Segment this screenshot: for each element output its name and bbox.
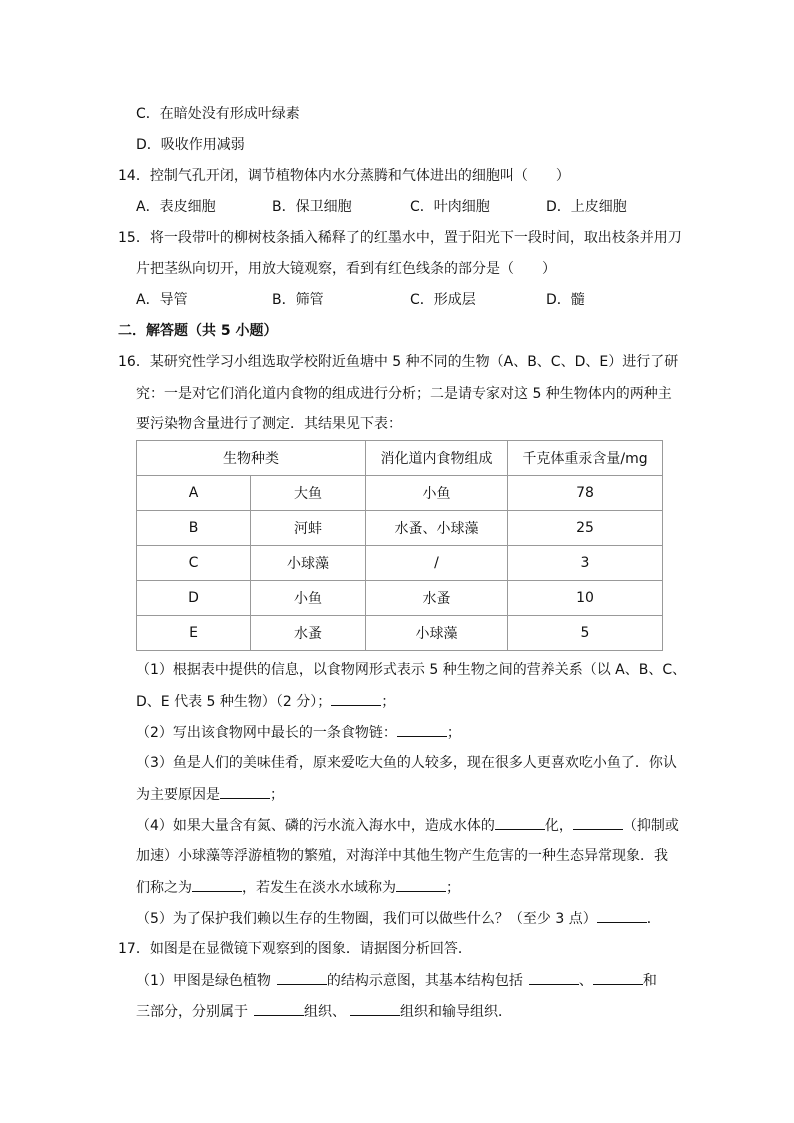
table-cell: 25 [508, 511, 663, 546]
table-row [137, 546, 663, 581]
q16-sub4-line1 [136, 815, 679, 836]
q15-option-c: C．形成层 [410, 292, 476, 308]
table-cell: A [137, 476, 251, 511]
q16-sub1-text: D、E 代表 5 种生物）（2 分）； [136, 694, 332, 710]
q17-sub1-text-e: 三部分，分别属于 [136, 1004, 248, 1020]
q16-stem-line2: 究：一是对它们消化道内食物的组成进行分析；二是请专家对这 5 种生物体内的两种主 [136, 386, 672, 402]
q17-sub1-line2 [136, 1001, 512, 1022]
q16-sub4-text-e: ，若发生在淡水水域称为 [242, 880, 396, 896]
q16-sub4-text-b: 化， [544, 818, 573, 834]
table-cell: C [137, 546, 251, 581]
q16-sub2-end: ； [446, 725, 461, 741]
q17-sub1-text-c: 、 [578, 973, 593, 989]
table-row [137, 581, 663, 616]
table-header-cell: 消化道内食物组成 [366, 441, 508, 476]
answer-blank[interactable] [495, 815, 545, 830]
table-cell: / [366, 546, 508, 581]
q16-sub5 [136, 908, 661, 929]
q15-option-b: B．筛管 [272, 292, 324, 308]
q16-stem-line3: 要污染物含量进行了测定．其结果见下表： [136, 416, 402, 432]
table-cell: 5 [508, 616, 663, 651]
q17-sub1-text-d: 和 [642, 973, 657, 989]
answer-blank[interactable] [254, 1001, 304, 1016]
answer-blank[interactable] [397, 722, 447, 737]
table-header-row [137, 441, 663, 476]
section-title: 二．解答题（共 5 小题） [118, 323, 278, 339]
table-cell: 小球藻 [251, 546, 366, 581]
q13-option-d: D．吸收作用减弱 [136, 137, 245, 153]
answer-blank[interactable] [331, 691, 381, 706]
q14-option-c: C．叶肉细胞 [410, 199, 490, 215]
q16-sub4-text-d: 们称之为 [136, 880, 192, 896]
table-cell: D [137, 581, 251, 616]
table-cell: 小球藻 [366, 616, 508, 651]
answer-blank[interactable] [220, 784, 270, 799]
q16-sub1-line1: （1）根据表中提供的信息，以食物网形式表示 5 种生物之间的营养关系（以 A、B、C、 [136, 662, 687, 678]
data-table [136, 440, 663, 651]
q17-stem: 17．如图是在显微镜下观察到的图象．请据图分析回答． [118, 941, 472, 957]
table-cell: 10 [508, 581, 663, 616]
q16-sub4-line3 [136, 877, 460, 898]
table-cell: 78 [508, 476, 663, 511]
q13-option-c: C．在暗处没有形成叶绿素 [136, 106, 300, 122]
answer-blank[interactable] [573, 815, 623, 830]
q17-sub1-line1 [136, 970, 657, 991]
q16-sub5-text: （5）为了保护我们赖以生存的生物圈，我们可以做些什么？（至少 3 点） [136, 911, 597, 927]
q16-sub1-end: ； [381, 694, 396, 710]
q14-option-a: A．表皮细胞 [136, 199, 216, 215]
answer-blank[interactable] [277, 970, 327, 985]
q15-stem-line2: 片把茎纵向切开，用放大镜观察，看到有红色线条的部分是（ ） [136, 261, 556, 277]
q16-sub2-text: （2）写出该食物网中最长的一条食物链： [136, 725, 397, 741]
table-cell: 大鱼 [251, 476, 366, 511]
q17-sub1-text-a: （1）甲图是绿色植物 [136, 973, 271, 989]
answer-blank[interactable] [597, 908, 647, 923]
table-header-cell: 千克体重汞含量/mg [508, 441, 663, 476]
q16-sub4-line2: 加速）小球藻等浮游植物的繁殖，对海洋中其他生物产生危害的一种生态异常现象．我 [136, 848, 668, 864]
table-row [137, 476, 663, 511]
answer-blank[interactable] [593, 970, 643, 985]
q14-option-b: B．保卫细胞 [272, 199, 352, 215]
table-cell: 小鱼 [251, 581, 366, 616]
q17-sub1-text-f: 组织、 [304, 1004, 346, 1020]
q14-option-d: D．上皮细胞 [546, 199, 627, 215]
q16-sub5-end: ． [646, 911, 661, 927]
answer-blank[interactable] [396, 877, 446, 892]
table-cell: 水蚤 [251, 616, 366, 651]
q15-stem-line1: 15．将一段带叶的柳树枝条插入稀释了的红墨水中，置于阳光下一段时间，取出枝条并用刀 [118, 230, 682, 246]
q15-option-d: D．髓 [546, 292, 585, 308]
q16-sub2 [136, 722, 461, 743]
table-cell: 3 [508, 546, 663, 581]
table-row [137, 616, 663, 651]
q16-sub1-line2 [136, 691, 395, 712]
table-cell: 河蚌 [251, 511, 366, 546]
q16-sub4-text-a: （4）如果大量含有氮、磷的污水流入海水中，造成水体的 [136, 818, 495, 834]
q16-sub3-line1: （3）鱼是人们的美味佳肴，原来爱吃大鱼的人较多，现在很多人更喜欢吃小鱼了．你认 [136, 755, 677, 771]
table-cell: B [137, 511, 251, 546]
answer-blank[interactable] [192, 877, 242, 892]
table-cell: 水蚤、小球藻 [366, 511, 508, 546]
q16-sub3-end: ； [270, 787, 284, 803]
q15-option-a: A．导管 [136, 292, 188, 308]
q16-sub4-text-c: （抑制或 [622, 818, 679, 834]
table-cell: E [137, 616, 251, 651]
q14-stem: 14．控制气孔开闭，调节植物体内水分蒸腾和气体进出的细胞叫（ ） [118, 168, 570, 184]
answer-blank[interactable] [529, 970, 579, 985]
q17-sub1-text-b: 的结构示意图，其基本结构包括 [326, 973, 523, 989]
table-header-cell: 生物种类 [137, 441, 366, 476]
q16-sub3-line2 [136, 784, 284, 805]
q17-sub1-text-g: 组织和输导组织． [400, 1004, 512, 1020]
answer-blank[interactable] [350, 1001, 400, 1016]
table-cell: 小鱼 [366, 476, 508, 511]
q16-sub4-text-f: ； [446, 880, 460, 896]
table-cell: 水蚤 [366, 581, 508, 616]
q16-stem-line1: 16．某研究性学习小组选取学校附近鱼塘中 5 种不同的生物（A、B、C、D、E）进行了研 [118, 354, 679, 370]
q16-sub3-text: 为主要原因是 [136, 787, 220, 803]
table-row [137, 511, 663, 546]
